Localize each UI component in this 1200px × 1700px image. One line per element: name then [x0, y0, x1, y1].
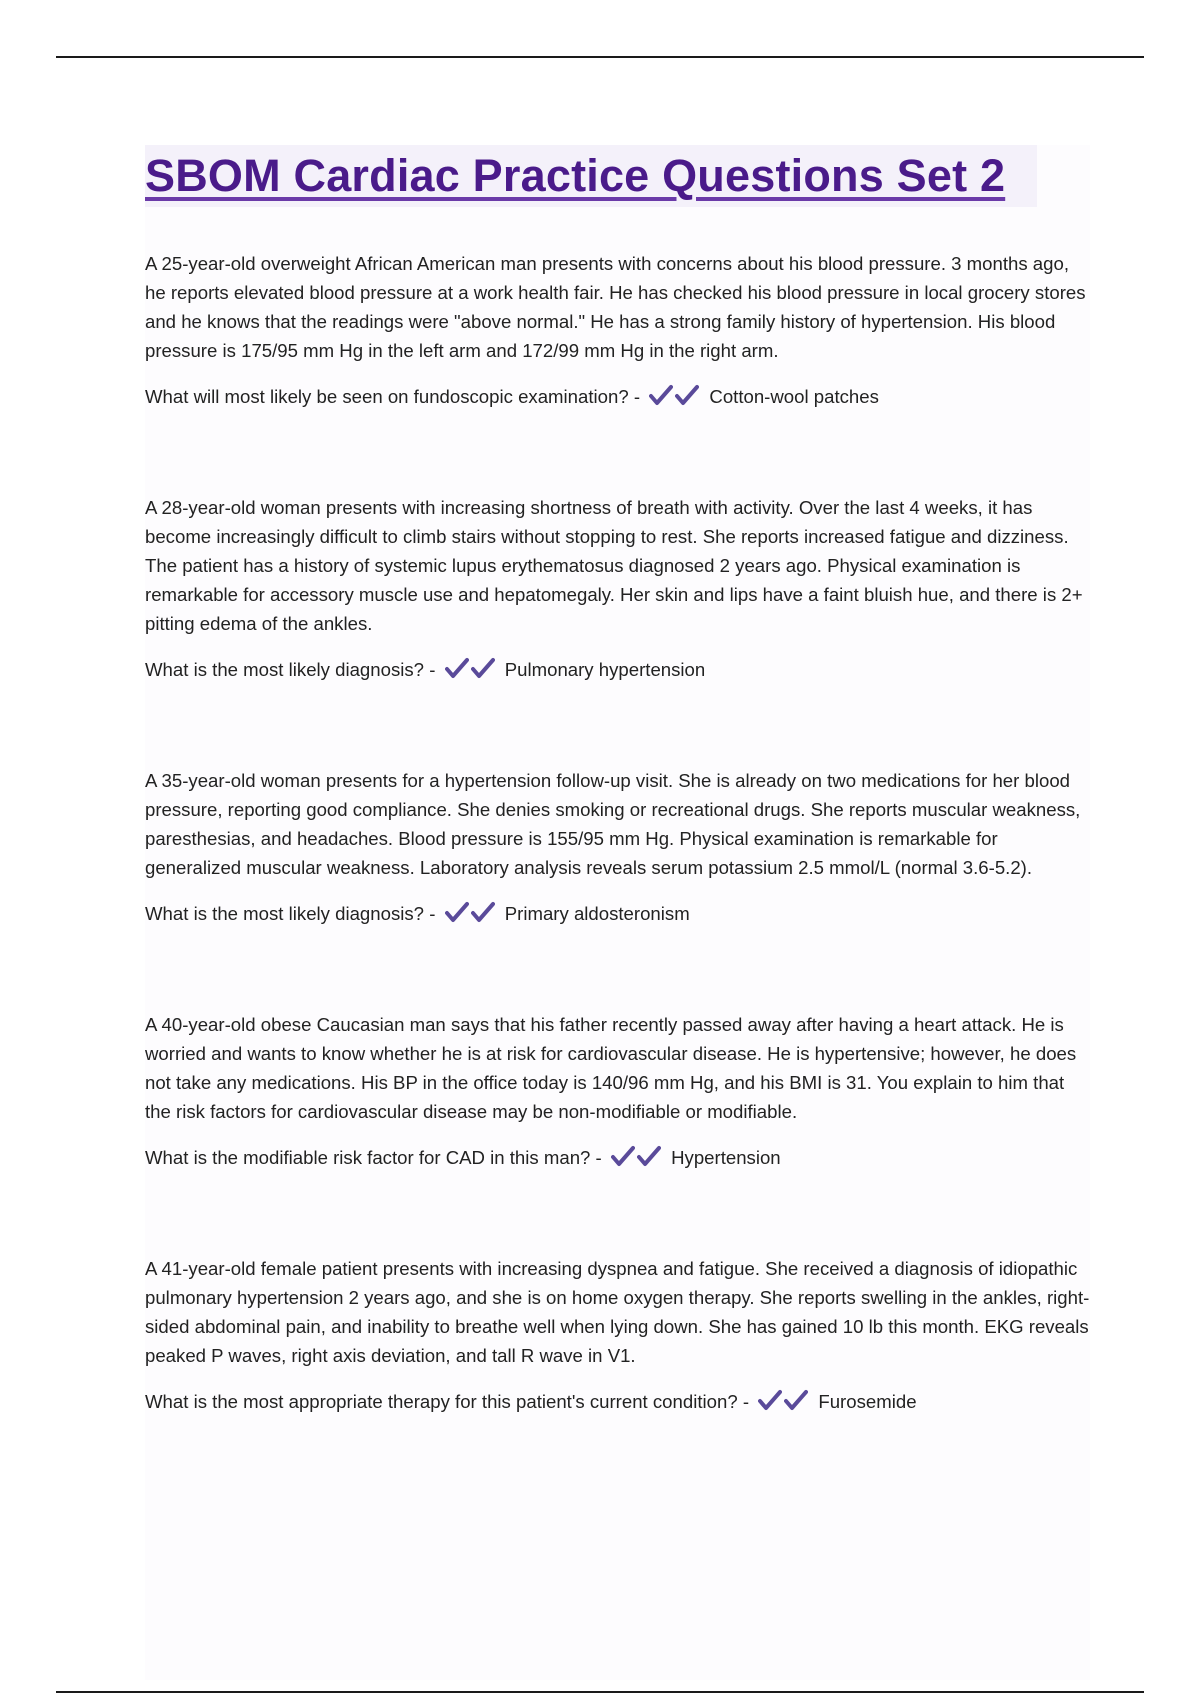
question-stem: A 40-year-old obese Caucasian man says that his father recently passed away after having a heart attack. He is worried and wants to know whether he is at risk for cardiovascular disease. He is hypertensive; however, he does not take any medications. His BP in the office today is 140/96 mm Hg, and his BMI is 31. You explain to him that the risk factors for cardiovascular disease may be non-modifiable or modifiable.	[145, 1014, 1077, 1122]
top-rule	[56, 56, 1144, 58]
document-page	[145, 145, 1090, 1680]
question-answer: Pulmonary hypertension	[504, 659, 706, 680]
question-answer: Primary aldosteronism	[504, 903, 690, 924]
question-stem: A 35-year-old woman presents for a hypertension follow-up visit. She is already on two medications for her blood pressure, reporting good compliance. She denies smoking or recreational drugs. She reports muscular weakness, paresthesias, and headaches. Blood pressure is 155/95 mm Hg. Physical examination is remarkable for generalized muscular weakness. Laboratory analysis reveals serum potassium 2.5 mmol/L (normal 3.6-5.2).	[145, 770, 1081, 878]
check-icon	[784, 1389, 808, 1411]
question-stem: A 25-year-old overweight African American man presents with concerns about his blood pressure. 3 months ago, he reports elevated blood pressure at a work health fair. He has checked his blood pressure in local grocery stores and he knows that the readings were "above normal." He has a strong family history of hypertension. His blood pressure is 175/95 mm Hg in the left arm and 172/99 mm Hg in the right arm.	[145, 253, 1086, 361]
check-icon	[637, 1145, 661, 1167]
double-check-icon	[649, 382, 701, 411]
double-check-icon	[611, 1143, 663, 1172]
question-prompt: What is the modifiable risk factor for CAD in this man? -	[145, 1147, 602, 1168]
question-answer: Furosemide	[818, 1391, 917, 1412]
question-prompt: What will most likely be seen on fundoscopic examination? -	[145, 386, 641, 407]
question-prompt-line	[145, 1143, 1090, 1172]
check-icon	[649, 384, 673, 406]
question-item	[145, 493, 1090, 684]
check-icon	[675, 384, 699, 406]
question-stem: A 28-year-old woman presents with increasing shortness of breath with activity. Over the last 4 weeks, it has become increasingly difficult to climb stairs without stopping to rest. She reports increased fatigue and dizziness. The patient has a history of systemic lupus erythematosus diagnosed 2 years ago. Physical examination is remarkable for accessory muscle use and hepatomegaly. Her skin and lips have a faint bluish hue, and there is 2+ pitting edema of the ankles.	[145, 497, 1083, 634]
check-icon	[445, 901, 469, 923]
check-icon	[471, 901, 495, 923]
double-check-icon	[758, 1387, 810, 1416]
question-prompt: What is the most likely diagnosis? -	[145, 659, 436, 680]
question-prompt-line	[145, 655, 1090, 684]
question-item	[145, 249, 1090, 411]
bottom-rule	[56, 1691, 1144, 1693]
title-banner	[145, 145, 1037, 207]
check-icon	[758, 1389, 782, 1411]
question-item	[145, 766, 1090, 928]
question-prompt: What is the most likely diagnosis? -	[145, 903, 436, 924]
check-icon	[611, 1145, 635, 1167]
double-check-icon	[445, 899, 497, 928]
double-check-icon	[445, 655, 497, 684]
question-prompt-line	[145, 1387, 1090, 1416]
question-prompt: What is the most appropriate therapy for this patient's current condition? -	[145, 1391, 750, 1412]
check-icon	[471, 657, 495, 679]
question-prompt-line	[145, 899, 1090, 928]
check-icon	[445, 657, 469, 679]
question-item	[145, 1010, 1090, 1172]
question-answer: Cotton-wool patches	[709, 386, 879, 407]
question-item	[145, 1254, 1090, 1416]
question-list	[145, 249, 1090, 1416]
question-stem: A 41-year-old female patient presents with increasing dyspnea and fatigue. She received a diagnosis of idiopathic pulmonary hypertension 2 years ago, and she is on home oxygen therapy. She reports swelling in the ankles, right-sided abdominal pain, and inability to breathe well when lying down. She has gained 10 lb this month. EKG reveals peaked P waves, right axis deviation, and tall R wave in V1.	[145, 1258, 1090, 1366]
question-prompt-line	[145, 382, 1090, 411]
question-answer: Hypertension	[671, 1147, 781, 1168]
page-title: SBOM Cardiac Practice Questions Set 2	[145, 150, 1006, 201]
